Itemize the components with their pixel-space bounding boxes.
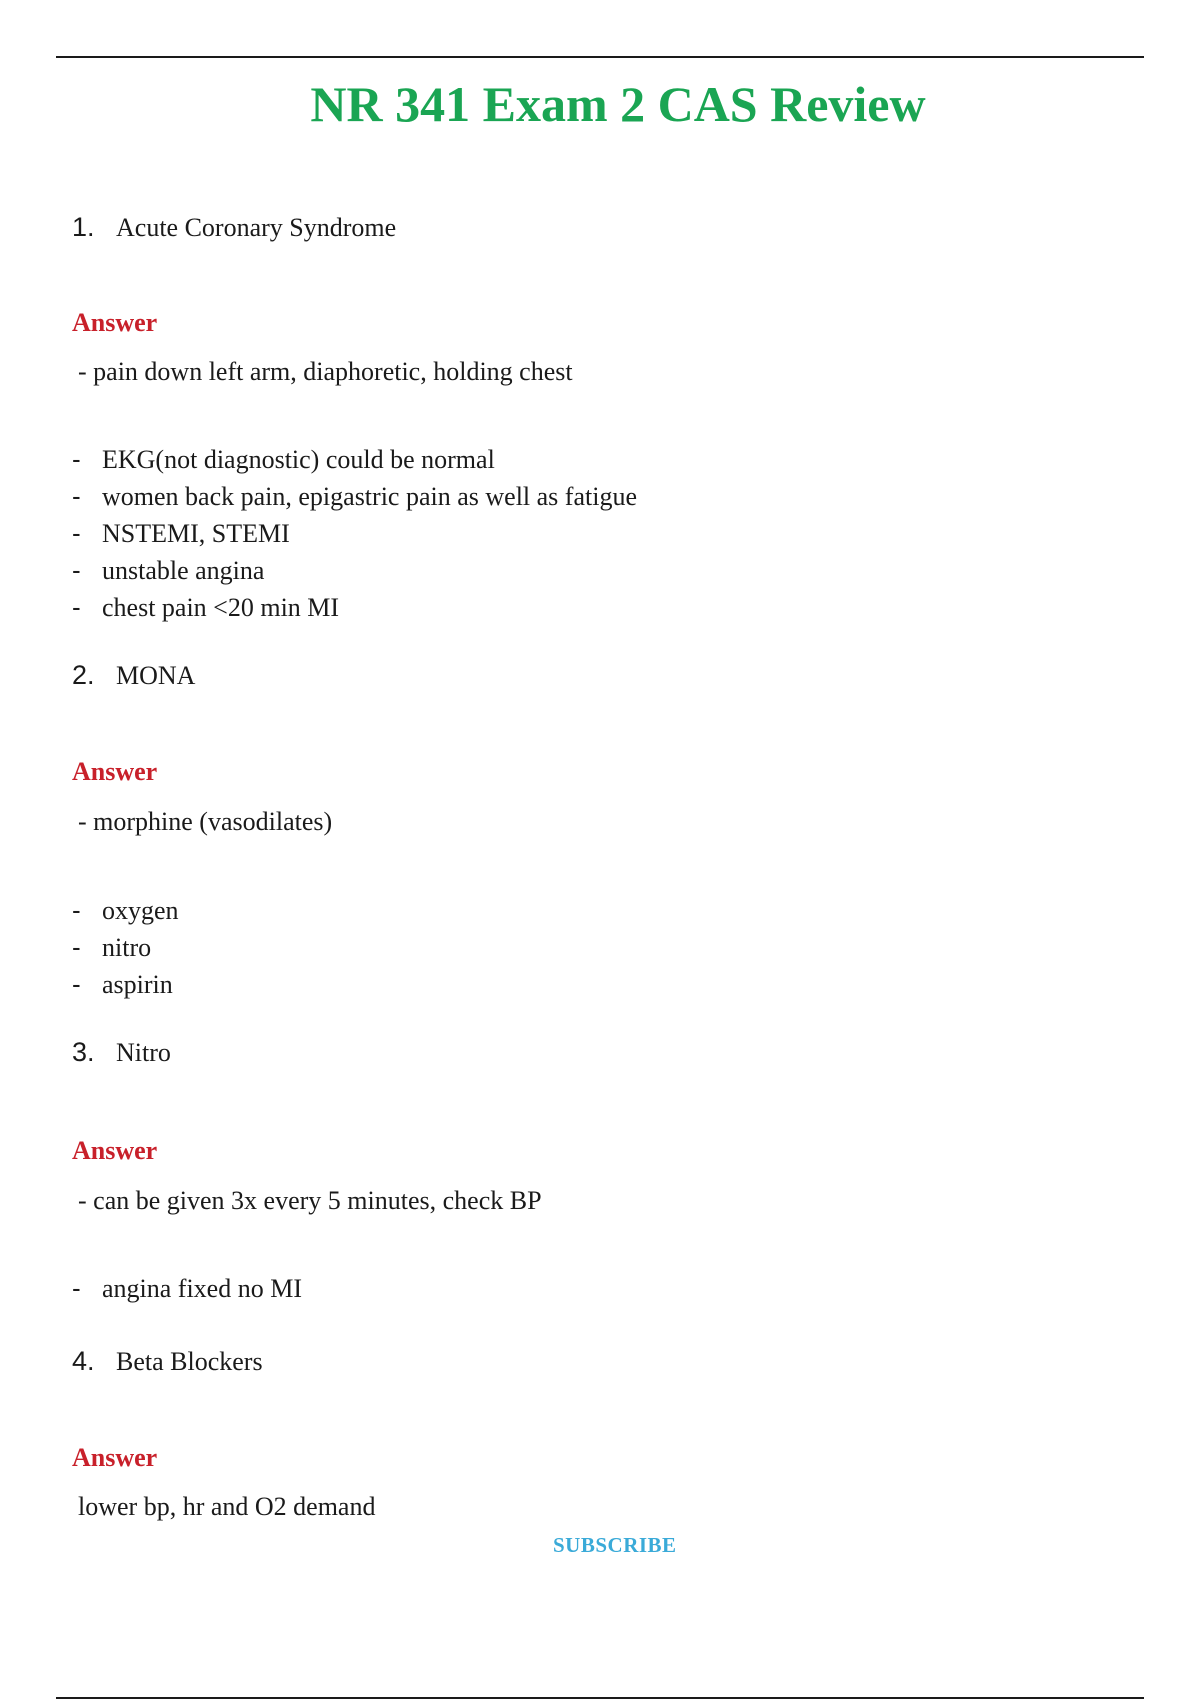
question-number: 4. [72,1346,95,1376]
top-divider [56,56,1144,58]
list-item: - angina fixed no MI [72,1273,303,1303]
bullet-list-2 [72,892,179,1003]
question-number: 1. [72,212,95,242]
list-item: - women back pain, epigastric pain as well as fatigue [72,481,637,511]
question-prompt: Nitro [116,1038,171,1067]
page-title: NR 341 Exam 2 CAS Review [310,76,926,132]
question-3 [72,1035,171,1070]
list-item: - oxygen [72,895,179,925]
subscribe-link[interactable]: SUBSCRIBE [553,1533,677,1557]
question-number: 3. [72,1037,95,1067]
question-1 [72,210,396,245]
question-4 [72,1344,263,1379]
list-item: - unstable angina [72,555,265,585]
answer-label-4: Answer [72,1443,158,1472]
question-prompt: Beta Blockers [116,1347,263,1376]
answer-text-1: - pain down left arm, diaphoretic, holding chest [78,357,573,386]
list-item: - EKG(not diagnostic) could be normal [72,444,495,474]
list-item: - aspirin [72,969,173,999]
question-2 [72,658,195,693]
question-prompt: MONA [116,661,196,690]
list-item: - NSTEMI, STEMI [72,518,290,548]
bullet-list-3 [72,1270,302,1307]
bottom-divider [56,1697,1144,1699]
answer-text-3: - can be given 3x every 5 minutes, check BP [78,1186,542,1215]
question-prompt: Acute Coronary Syndrome [116,213,397,242]
list-item: - nitro [72,932,152,962]
answer-text-4: lower bp, hr and O2 demand [78,1492,376,1521]
answer-label-1: Answer [72,308,158,337]
list-item: - chest pain <20 min MI [72,592,340,622]
answer-label-2: Answer [72,757,158,786]
answer-text-2: - morphine (vasodilates) [78,807,333,836]
question-number: 2. [72,660,95,690]
bullet-list-1 [72,441,637,626]
answer-label-3: Answer [72,1136,158,1165]
